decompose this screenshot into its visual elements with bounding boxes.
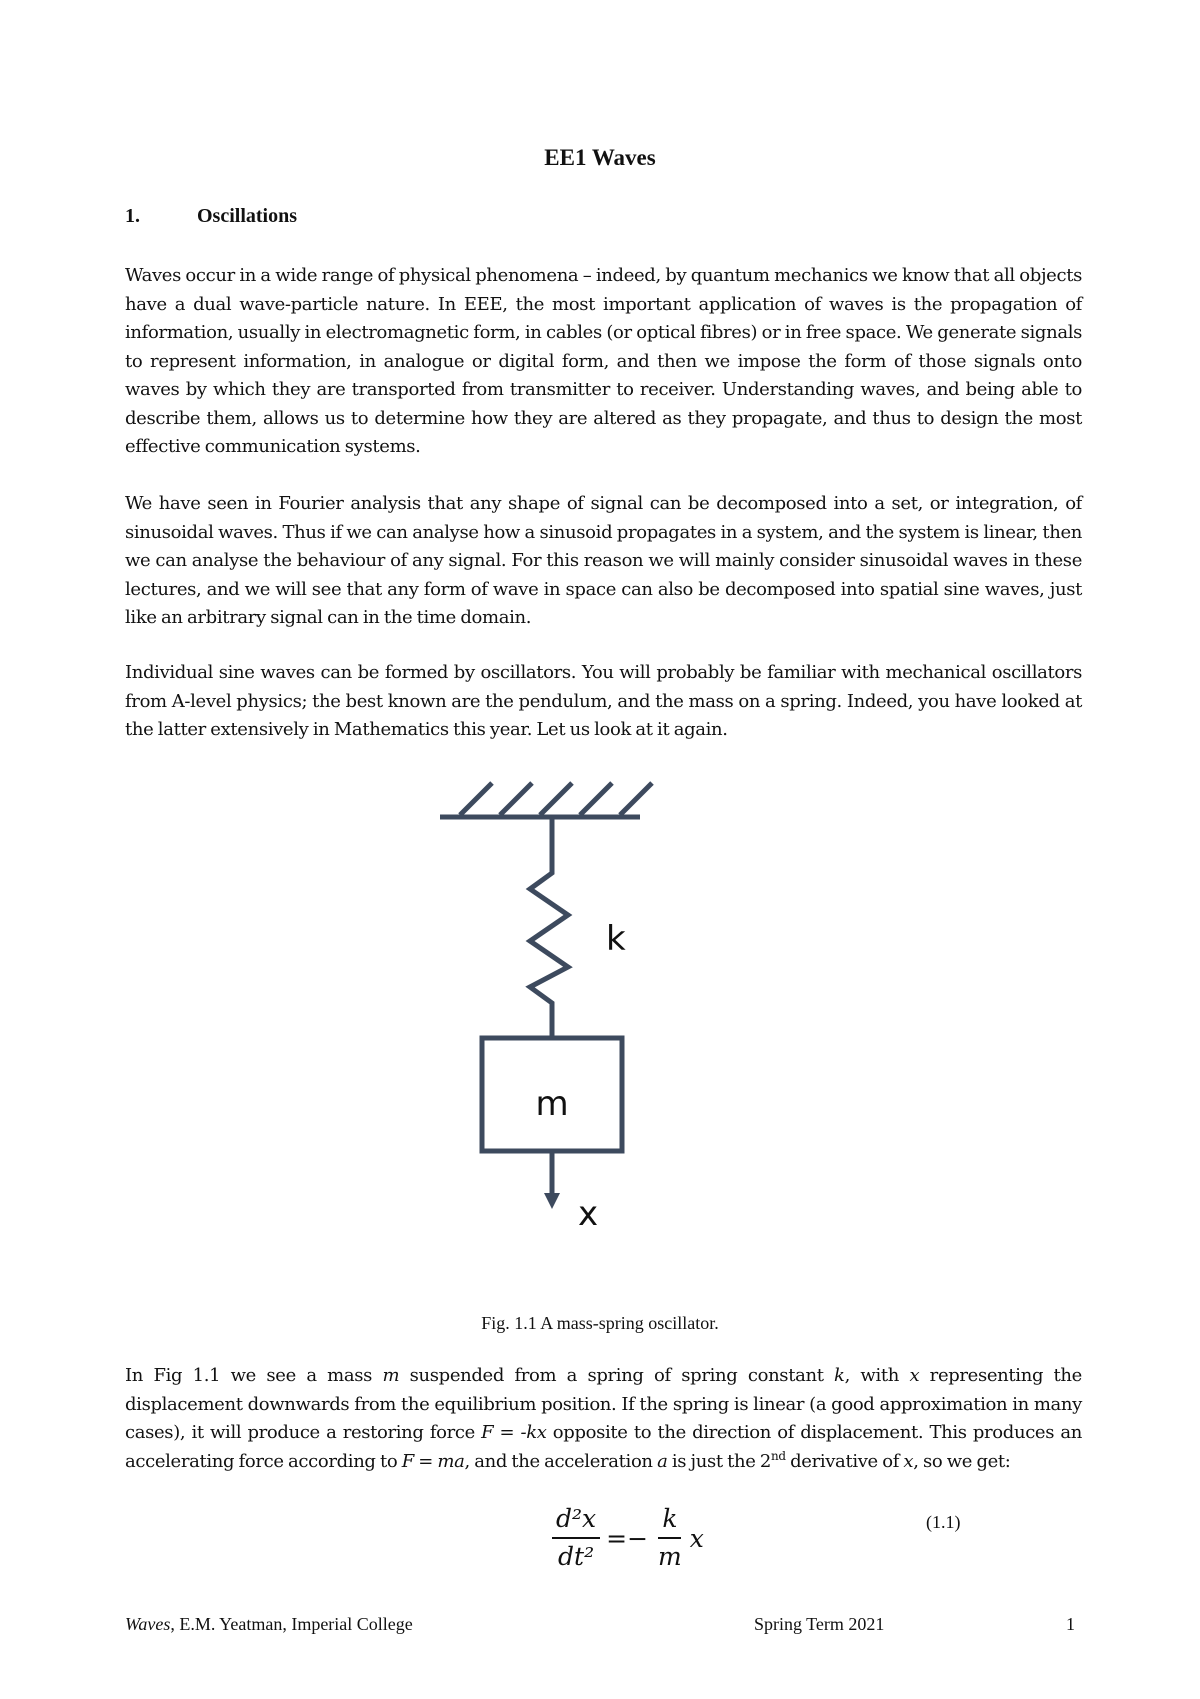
equation-rhs-variable: x bbox=[689, 1523, 704, 1553]
footer-author: , E.M. Yeatman, Imperial College bbox=[170, 1614, 413, 1634]
footer-attribution bbox=[125, 1614, 413, 1635]
mass-spring-diagram bbox=[420, 765, 720, 1235]
equation-rhs-numerator: k bbox=[658, 1504, 681, 1539]
document-title: EE1 Waves bbox=[544, 145, 656, 170]
paragraph-intro: Waves occur in a wide range of physical phenomena – indeed, by quantum mechanics we know that all objects have a dual wave-particle nature. In EEE, the most important application of waves is the propagation of information, usually in electromagnetic form, in cables (or optical fibres) or in free space. We generate signals to represent information, in analogue or digital form, and then we impose the form of those signals onto waves by which they are transported from transmitter to receiver. Understanding waves, and being able to describe them, allows us to determine how they are altered as they propagate, and thus to design the most effective communication systems. bbox=[125, 265, 1082, 457]
section-heading bbox=[125, 205, 297, 228]
text-run: is just the 2 bbox=[667, 1450, 772, 1472]
paragraph-derivation bbox=[125, 1362, 1082, 1476]
formula-restoring-force: F = -kx bbox=[481, 1422, 547, 1443]
text-run: , with bbox=[844, 1365, 910, 1386]
paragraph-fourier: We have seen in Fourier analysis that any shape of signal can be decomposed into a set, or integration, of sinusoidal waves. Thus if we can analyse how a sinusoid propagates in a system, and the system is linear, then we can analyse the behaviour of any signal. For this reason we will mainly consider sinusoidal waves in these lectures, and we will see that any form of wave in space can also be decomposed into spatial sine waves, just like an arbitrary signal can in the time domain. bbox=[125, 493, 1082, 628]
equation-lhs-denominator: dt² bbox=[558, 1542, 595, 1571]
text-run: In Fig 1.1 we see a mass bbox=[125, 1365, 383, 1386]
footer-course-name: Waves bbox=[125, 1614, 171, 1634]
displacement-arrow-head bbox=[544, 1193, 560, 1209]
equation-operator: =− bbox=[606, 1523, 649, 1553]
ordinal-superscript: nd bbox=[771, 1448, 786, 1463]
section-number: 1. bbox=[125, 205, 140, 227]
var-x: x bbox=[903, 1450, 914, 1472]
text-run: representing the displacement downwards from the equilibrium position. If the spring is linear (a good approximation in many cases), it will produce a restoring force bbox=[125, 1365, 1082, 1443]
var-m: m bbox=[382, 1365, 400, 1386]
mass-spring-figure bbox=[420, 765, 720, 1235]
text-run: suspended from a spring of spring constant bbox=[399, 1365, 835, 1386]
paragraph-oscillators: Individual sine waves can be formed by oscillators. You will probably be familiar with mechanical oscillators from A-level physics; the best known are the pendulum, and the mass on a spring. Indeed, you have looked at the latter extensively in Mathematics this year. Let us look at it again. bbox=[125, 662, 1082, 740]
page-number: 1 bbox=[1066, 1614, 1075, 1634]
section-title: Oscillations bbox=[197, 205, 298, 227]
var-a: a bbox=[657, 1450, 668, 1472]
formula-newton: F = ma bbox=[401, 1450, 465, 1472]
spring-constant-label: k bbox=[606, 919, 626, 959]
displacement-label: x bbox=[578, 1194, 599, 1234]
text-run: derivative of bbox=[785, 1450, 904, 1472]
text-run: , so we get: bbox=[913, 1450, 1011, 1472]
equation-rhs-denominator: m bbox=[658, 1542, 682, 1571]
spring-coil bbox=[530, 817, 568, 1038]
equation-rhs-fraction bbox=[654, 1504, 686, 1572]
var-x: x bbox=[909, 1365, 920, 1386]
equation-1-1 bbox=[548, 1498, 704, 1578]
equation-lhs-numerator: d²x bbox=[552, 1504, 600, 1539]
footer-term: Spring Term 2021 bbox=[754, 1614, 885, 1634]
equation-lhs-fraction bbox=[552, 1504, 600, 1572]
text-run: opposite to the direction of displacement. This produces an accelerating force according to bbox=[125, 1422, 1082, 1472]
figure-caption: Fig. 1.1 A mass-spring oscillator. bbox=[481, 1313, 719, 1333]
var-k: k bbox=[834, 1365, 845, 1386]
equation-number: (1.1) bbox=[926, 1512, 961, 1532]
text-run: , and the acceleration bbox=[464, 1450, 658, 1472]
ceiling-hatch bbox=[460, 783, 652, 815]
mass-label: m bbox=[535, 1084, 569, 1124]
